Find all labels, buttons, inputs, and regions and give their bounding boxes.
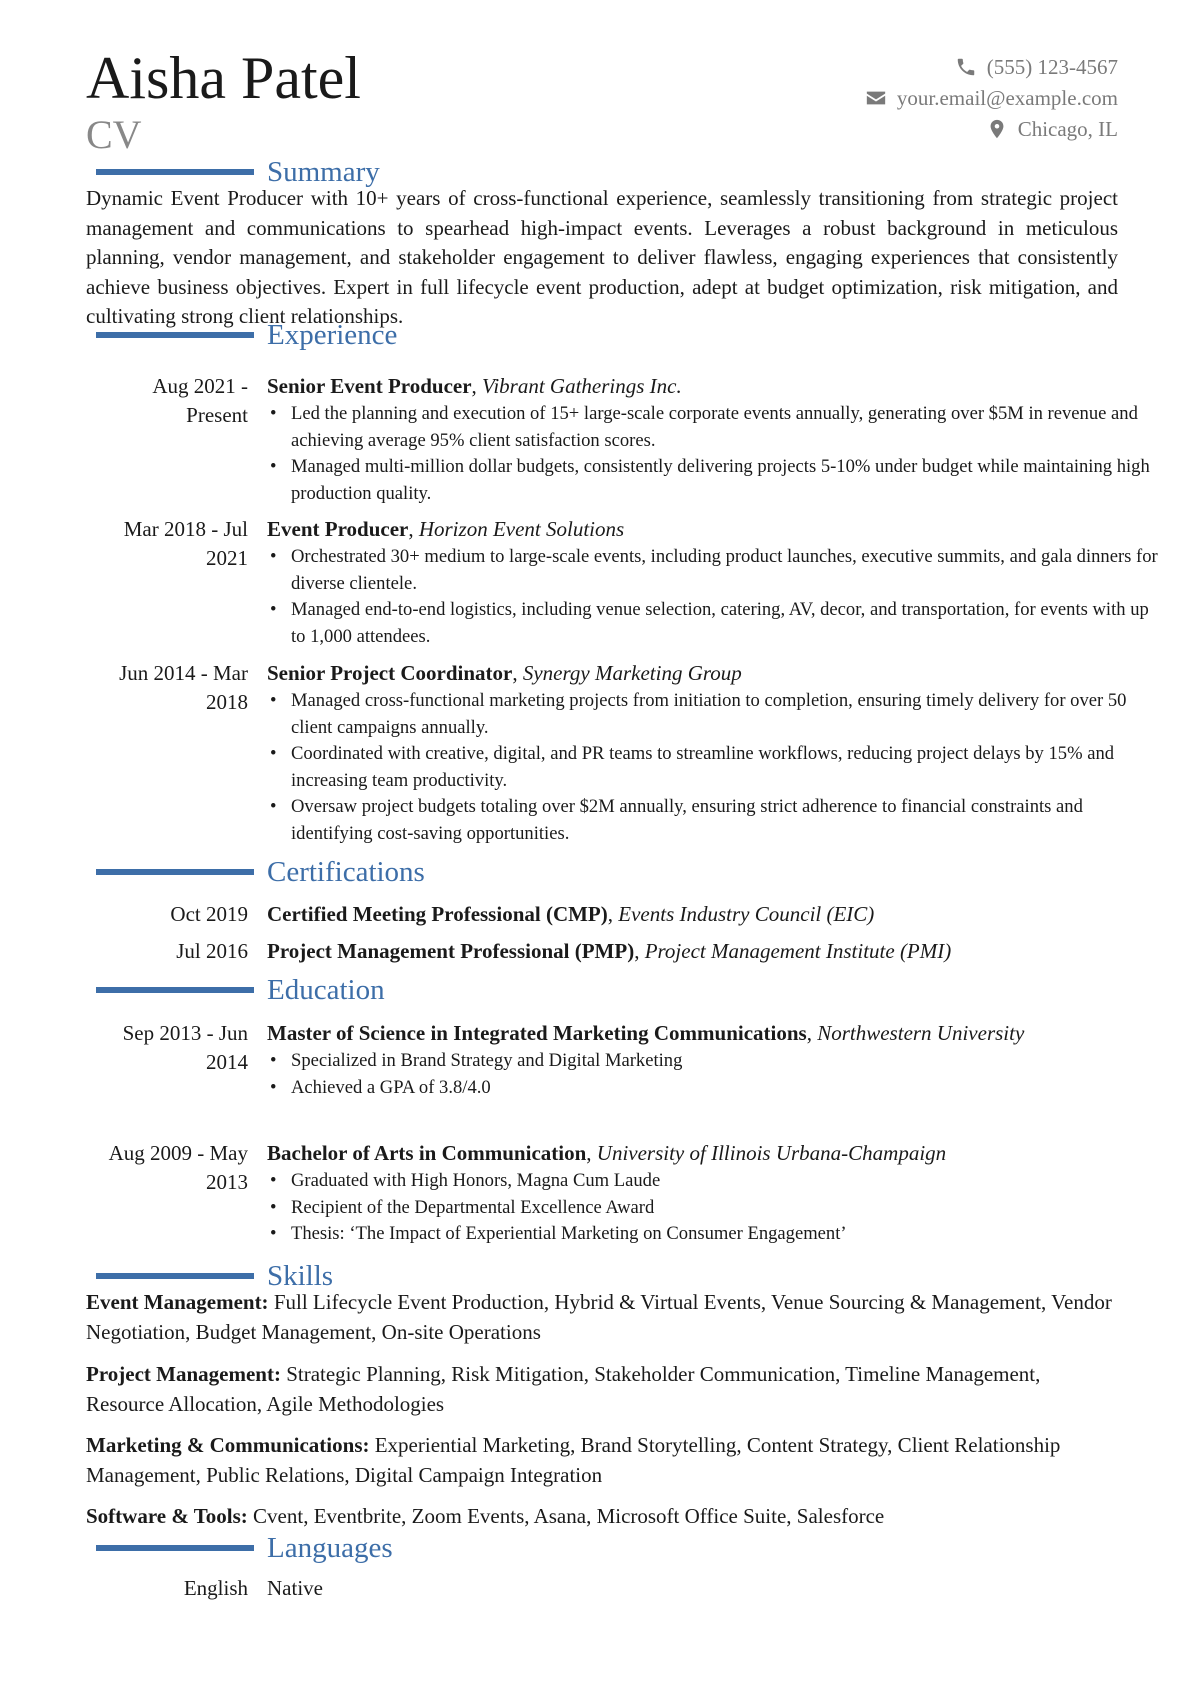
entry-title: Senior Project Coordinator bbox=[267, 661, 513, 685]
section-title: Skills bbox=[267, 1260, 334, 1292]
entry-heading: Master of Science in Integrated Marketing Communications, Northwestern University bbox=[267, 1021, 1025, 1045]
skill-list: Strategic Planning, Risk Mitigation, Stakeholder Communication, Timeline Management, Resource Allocation, Agile Methodologies bbox=[86, 1362, 1041, 1416]
phone-icon bbox=[953, 56, 977, 80]
list-item: • Managed multi-million dollar budgets, consistently delivering projects 5-10% under budget while maintaining high production quality. bbox=[267, 454, 1167, 507]
entry-date: Oct 2019 bbox=[170, 902, 248, 926]
skill-list: Experiential Marketing, Brand Storytelling, Content Strategy, Client Relationship Management, Public Relations, Digital Campaign Integration bbox=[86, 1433, 1061, 1487]
entry-organization: Events Industry Council (EIC) bbox=[618, 902, 875, 926]
entry-organization: Northwestern University bbox=[817, 1021, 1025, 1045]
section-title: Certifications bbox=[267, 856, 425, 888]
phone-number[interactable]: (555) 123-4567 bbox=[986, 55, 1118, 79]
entry-bullets bbox=[267, 544, 1187, 650]
section-title: Experience bbox=[267, 319, 398, 351]
entry-heading: Event Producer, Horizon Event Solutions bbox=[267, 517, 625, 541]
cv-header bbox=[86, 42, 1118, 162]
section-certifications-heading bbox=[96, 855, 1096, 889]
entry-organization: Project Management Institute (PMI) bbox=[644, 939, 952, 963]
entry-bullets bbox=[267, 1048, 1187, 1101]
skill-group bbox=[86, 1502, 1118, 1532]
entry-organization: University of Illinois Urbana-Champaign bbox=[596, 1141, 947, 1165]
section-accent-bar bbox=[96, 1273, 254, 1279]
language-name: English bbox=[183, 1576, 248, 1600]
entry-heading: Project Management Professional (PMP), Project Management Institute (PMI) bbox=[267, 939, 952, 963]
skill-category: Software & Tools: bbox=[86, 1504, 248, 1528]
entry-date: Aug 2021 - Present bbox=[152, 374, 248, 427]
entry-heading: Bachelor of Arts in Communication, University of Illinois Urbana-Champaign bbox=[267, 1141, 947, 1165]
list-item: • Recipient of the Departmental Excellence Award bbox=[267, 1195, 1167, 1222]
entry-title: Certified Meeting Professional (CMP) bbox=[267, 902, 608, 926]
contact-location bbox=[863, 114, 1118, 145]
entry-bullets bbox=[267, 401, 1187, 507]
entry-bullets bbox=[267, 1168, 1187, 1248]
section-education-heading bbox=[96, 973, 1096, 1007]
summary-paragraph: Dynamic Event Producer with 10+ years of cross-functional experience, seamlessly transitioning from strategic project management and communications to spearhead high-impact events. Leverages a robust background in meticulous planning, vendor management, and stakeholder engagement to deliver flawless, engaging experiences that consistently achieve business objectives. Expert in full lifecycle event production, adept at budget optimization, risk mitigation, and cultivating strong client relationships. bbox=[86, 186, 1118, 328]
skill-list: Full Lifecycle Event Production, Hybrid & Virtual Events, Venue Sourcing & Management, Vendor Negotiation, Budget Management, On-site Operations bbox=[86, 1290, 1112, 1344]
contact-email bbox=[863, 83, 1118, 114]
entry-organization: Vibrant Gatherings Inc. bbox=[482, 374, 682, 398]
list-item: • Orchestrated 30+ medium to large-scale events, including product launches, executive summits, and gala dinners for diverse clientele. bbox=[267, 544, 1167, 597]
list-item: • Thesis: ‘The Impact of Experiential Marketing on Consumer Engagement’ bbox=[267, 1221, 1167, 1248]
section-accent-bar bbox=[96, 869, 254, 875]
entry-organization: Synergy Marketing Group bbox=[522, 661, 742, 685]
entry-heading: Senior Event Producer, Vibrant Gatherings Inc. bbox=[267, 374, 682, 398]
skill-list: Cvent, Eventbrite, Zoom Events, Asana, Microsoft Office Suite, Salesforce bbox=[253, 1504, 885, 1528]
contact-info bbox=[863, 52, 1118, 145]
list-item: • Led the planning and execution of 15+ large-scale corporate events annually, generating over $5M in revenue and achieving average 95% client satisfaction scores. bbox=[267, 401, 1167, 454]
entry-bullets bbox=[267, 688, 1187, 847]
list-item: • Graduated with High Honors, Magna Cum Laude bbox=[267, 1168, 1167, 1195]
entry-date: Jun 2014 - Mar 2018 bbox=[119, 661, 248, 714]
entry-title: Master of Science in Integrated Marketing Communications bbox=[267, 1021, 807, 1045]
section-experience-heading bbox=[96, 318, 1096, 352]
entry-heading: Senior Project Coordinator, Synergy Marketing Group bbox=[267, 661, 742, 685]
email-address[interactable]: your.email@example.com bbox=[896, 86, 1118, 110]
entry-title: Project Management Professional (PMP) bbox=[267, 939, 635, 963]
skill-group bbox=[86, 1360, 1118, 1419]
entry-date: Aug 2009 - May 2013 bbox=[108, 1141, 248, 1194]
contact-phone bbox=[863, 52, 1118, 83]
section-title: Languages bbox=[267, 1532, 393, 1564]
language-level: Native bbox=[267, 1576, 323, 1600]
entry-organization: Horizon Event Solutions bbox=[418, 517, 625, 541]
candidate-name: Aisha Patel bbox=[86, 45, 361, 111]
section-accent-bar bbox=[96, 987, 254, 993]
entry-title: Bachelor of Arts in Communication bbox=[267, 1141, 587, 1165]
envelope-icon bbox=[863, 87, 887, 111]
skill-group bbox=[86, 1288, 1118, 1347]
map-pin-icon bbox=[984, 118, 1008, 142]
entry-date: Jul 2016 bbox=[176, 939, 248, 963]
list-item: • Specialized in Brand Strategy and Digital Marketing bbox=[267, 1048, 1167, 1075]
section-accent-bar bbox=[96, 1545, 254, 1551]
document-subtitle: CV bbox=[86, 112, 142, 157]
skill-category: Project Management: bbox=[86, 1362, 281, 1386]
entry-date: Mar 2018 - Jul 2021 bbox=[123, 517, 248, 570]
skill-category: Event Management: bbox=[86, 1290, 269, 1314]
list-item: • Managed cross-functional marketing projects from initiation to completion, ensuring timely delivery for over 50 client campaigns annually. bbox=[267, 688, 1167, 741]
section-title: Education bbox=[267, 974, 385, 1006]
entry-title: Event Producer bbox=[267, 517, 409, 541]
entry-date: Sep 2013 - Jun 2014 bbox=[122, 1021, 248, 1074]
list-item: • Managed end-to-end logistics, including venue selection, catering, AV, decor, and transportation, for events with up to 1,000 attendees. bbox=[267, 597, 1167, 650]
skill-category: Marketing & Communications: bbox=[86, 1433, 370, 1457]
list-item: • Coordinated with creative, digital, and PR teams to streamline workflows, reducing project delays by 15% and increasing team productivity. bbox=[267, 741, 1167, 794]
location-text: Chicago, IL bbox=[1017, 117, 1118, 141]
section-accent-bar bbox=[96, 332, 254, 338]
entry-title: Senior Event Producer bbox=[267, 374, 472, 398]
section-title: Summary bbox=[267, 156, 380, 188]
entry-heading: Certified Meeting Professional (CMP), Events Industry Council (EIC) bbox=[267, 902, 875, 926]
section-languages-heading bbox=[96, 1531, 1096, 1565]
list-item: • Achieved a GPA of 3.8/4.0 bbox=[267, 1075, 1167, 1102]
section-accent-bar bbox=[96, 169, 254, 175]
list-item: • Oversaw project budgets totaling over $2M annually, ensuring strict adherence to financial constraints and identifying cost-saving opportunities. bbox=[267, 794, 1167, 847]
skill-group bbox=[86, 1431, 1118, 1490]
